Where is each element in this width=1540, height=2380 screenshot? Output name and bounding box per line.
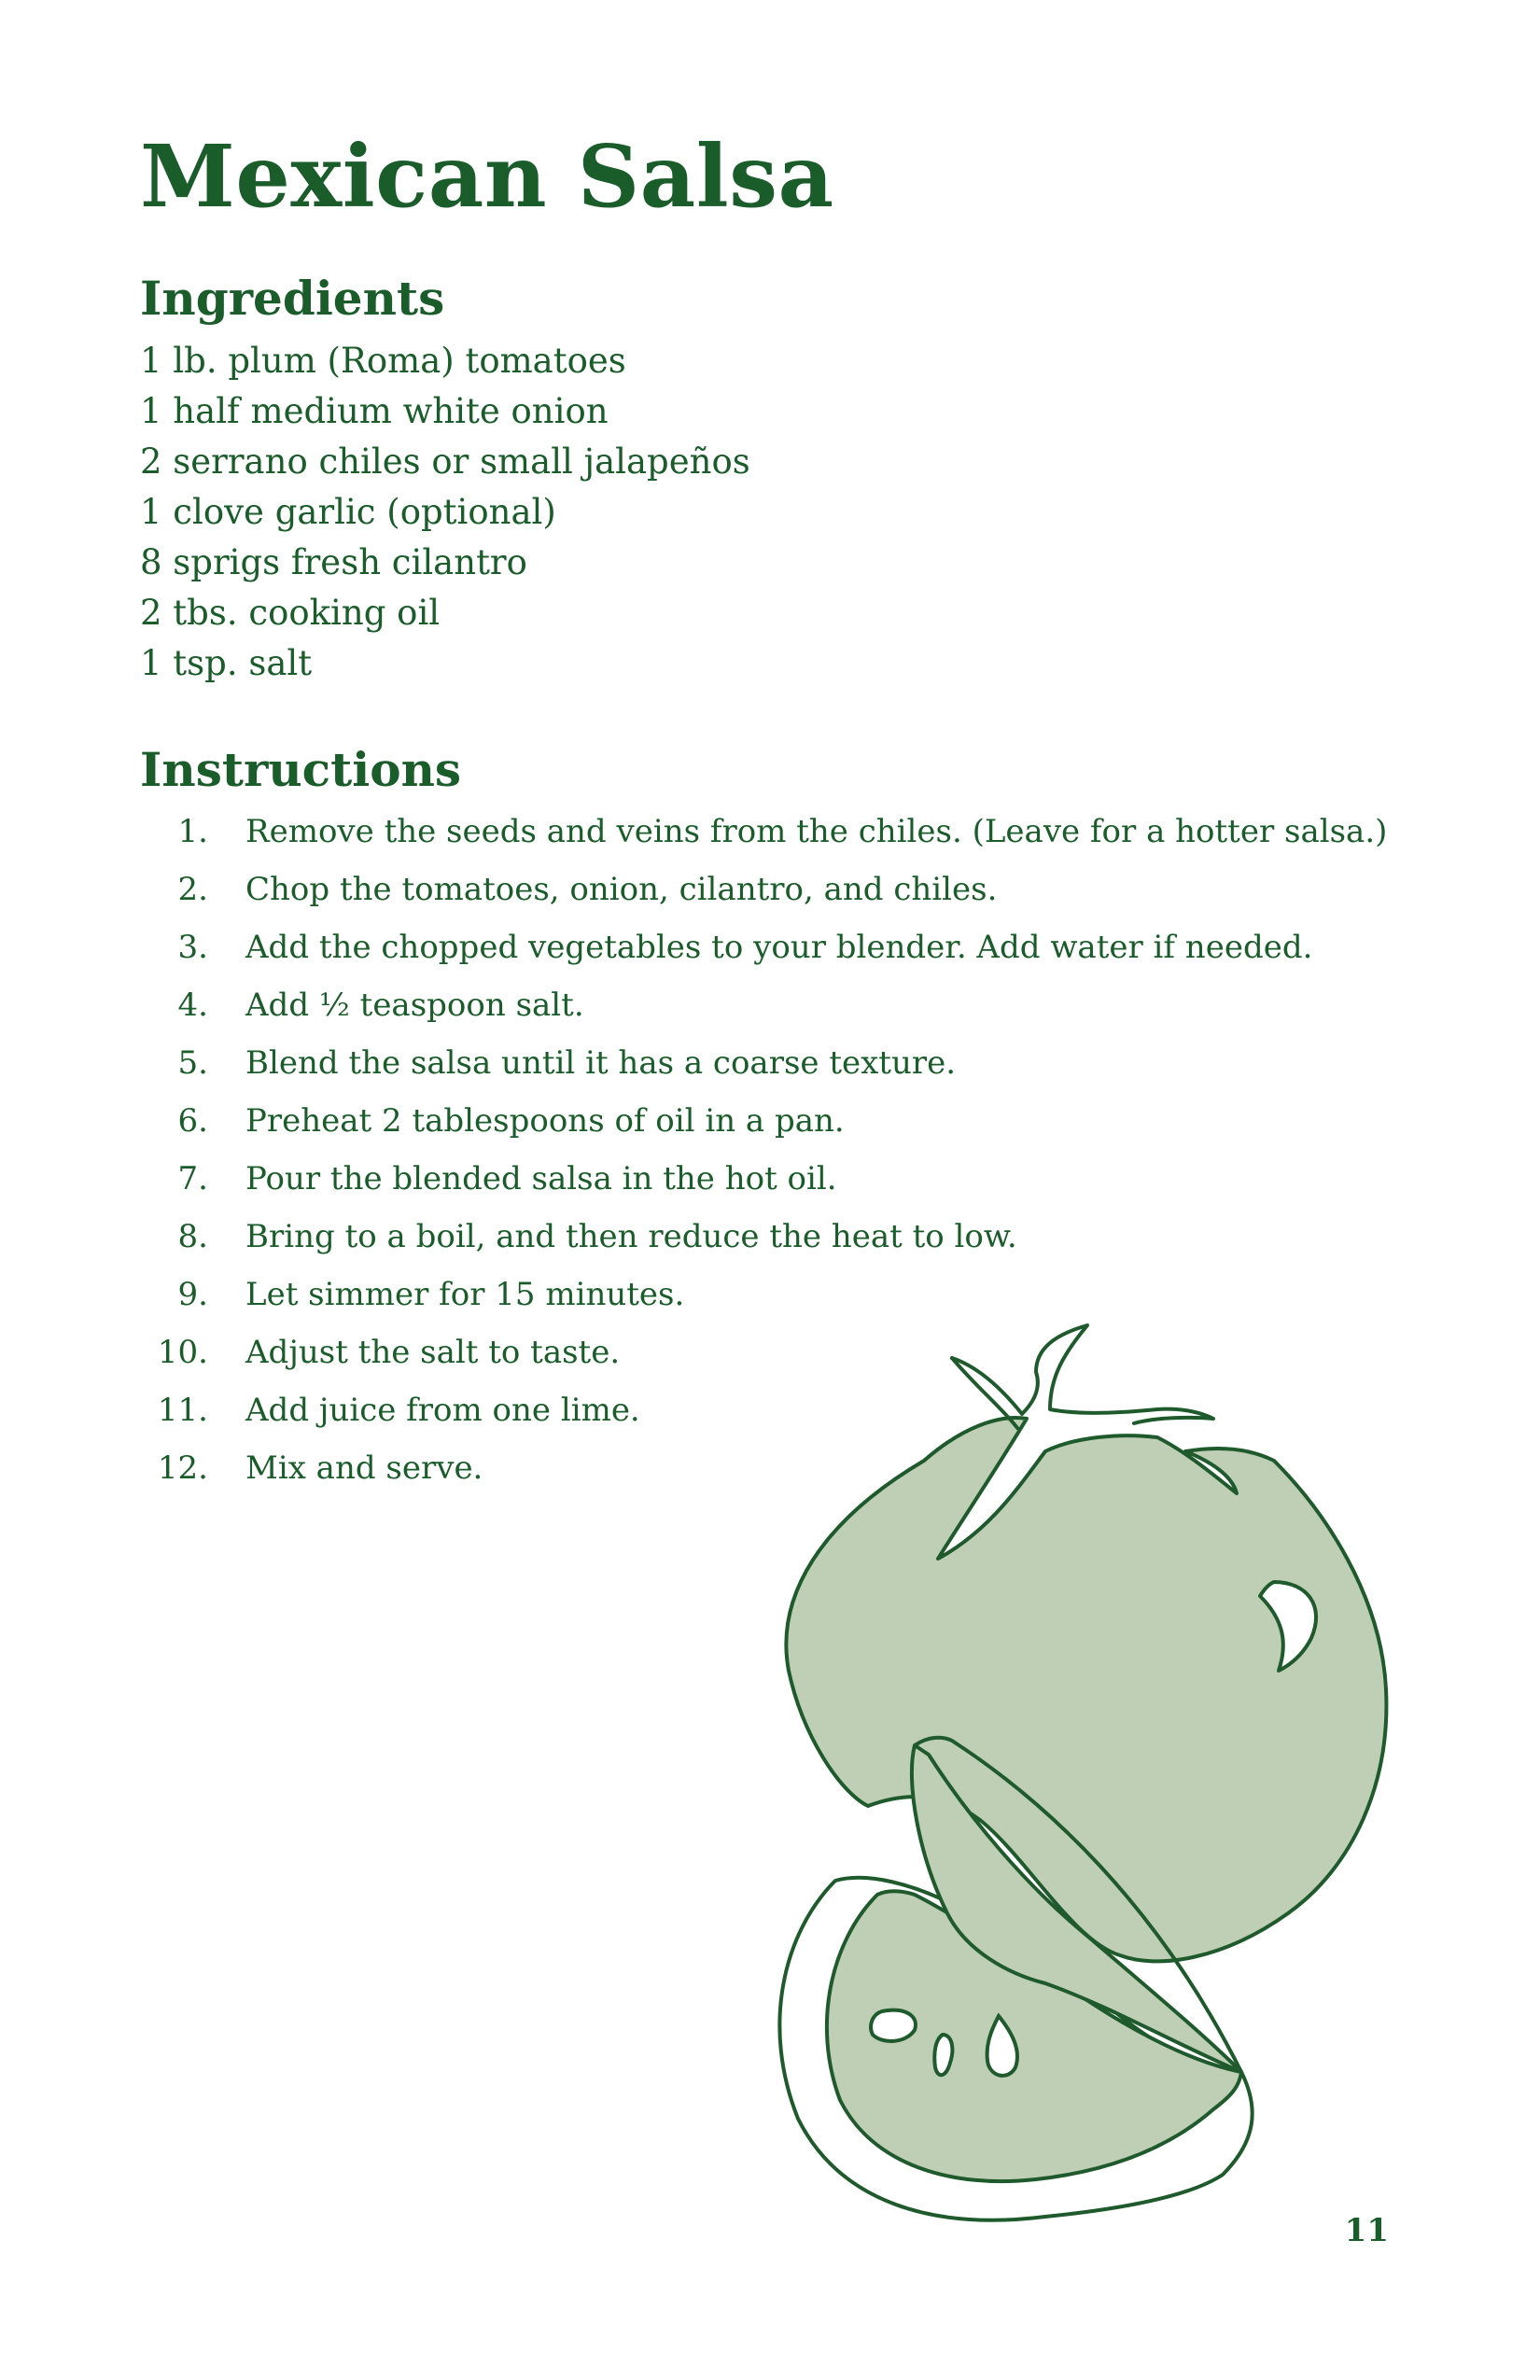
step-text: Blend the salsa until it has a coarse texture. bbox=[245, 1044, 957, 1082]
instruction-step bbox=[135, 1034, 1385, 1092]
step-number: 7. bbox=[177, 1160, 208, 1197]
page-title: Mexican Salsa bbox=[140, 126, 834, 227]
ingredient-item: 1 tsp. salt bbox=[140, 643, 313, 683]
step-number: 12. bbox=[157, 1449, 208, 1487]
step-text: Bring to a boil, and then reduce the heat to low. bbox=[245, 1218, 1017, 1255]
step-text: Mix and serve. bbox=[245, 1449, 483, 1487]
ingredient-item: 1 half medium white onion bbox=[140, 391, 609, 431]
step-text: Pour the blended salsa in the hot oil. bbox=[245, 1160, 837, 1197]
ingredient-item: 1 lb. plum (Roma) tomatoes bbox=[140, 341, 626, 381]
instruction-step bbox=[135, 1208, 1385, 1266]
instruction-step bbox=[135, 861, 1385, 918]
instruction-step bbox=[135, 1150, 1385, 1208]
step-text: Adjust the salt to taste. bbox=[245, 1334, 621, 1371]
step-number: 2. bbox=[177, 871, 208, 908]
step-text: Chop the tomatoes, onion, cilantro, and chiles. bbox=[245, 871, 998, 908]
step-number: 4. bbox=[177, 987, 208, 1024]
instruction-step bbox=[135, 803, 1388, 861]
instruction-step bbox=[135, 976, 1385, 1034]
instruction-step bbox=[135, 918, 1385, 976]
tomato-seed bbox=[871, 2010, 916, 2041]
step-number: 10. bbox=[157, 1334, 208, 1371]
ingredient-item: 2 serrano chiles or small jalapeños bbox=[140, 441, 750, 482]
tomato-seed bbox=[934, 2035, 952, 2075]
tomato-leaf bbox=[952, 1358, 1017, 1428]
step-text: Preheat 2 tablespoons of oil in a pan. bbox=[245, 1102, 845, 1140]
tomato-illustration bbox=[765, 1297, 1419, 2249]
step-text: Add juice from one lime. bbox=[245, 1392, 640, 1429]
instructions-heading: Instructions bbox=[140, 742, 462, 797]
step-text: Remove the seeds and veins from the chiles. (Leave for a hotter salsa.) bbox=[245, 813, 1388, 850]
step-number: 9. bbox=[177, 1276, 208, 1313]
step-text: Add ½ teaspoon salt. bbox=[245, 987, 584, 1024]
step-number: 5. bbox=[177, 1044, 208, 1082]
instruction-step bbox=[135, 1092, 1385, 1150]
tomato-stem bbox=[952, 1325, 1213, 1423]
ingredient-item: 2 tbs. cooking oil bbox=[140, 593, 441, 633]
step-number: 11. bbox=[157, 1392, 208, 1429]
page-number: 11 bbox=[1344, 2212, 1389, 2249]
step-text: Let simmer for 15 minutes. bbox=[245, 1276, 685, 1313]
ingredient-item: 8 sprigs fresh cilantro bbox=[140, 542, 527, 582]
step-number: 1. bbox=[177, 813, 208, 850]
step-number: 3. bbox=[177, 929, 208, 966]
step-number: 8. bbox=[177, 1218, 208, 1255]
ingredient-item: 1 clove garlic (optional) bbox=[140, 492, 556, 532]
ingredients-list bbox=[140, 336, 750, 689]
step-number: 6. bbox=[177, 1102, 208, 1140]
step-text: Add the chopped vegetables to your blender. Add water if needed. bbox=[245, 929, 1313, 966]
ingredients-heading: Ingredients bbox=[140, 271, 445, 326]
